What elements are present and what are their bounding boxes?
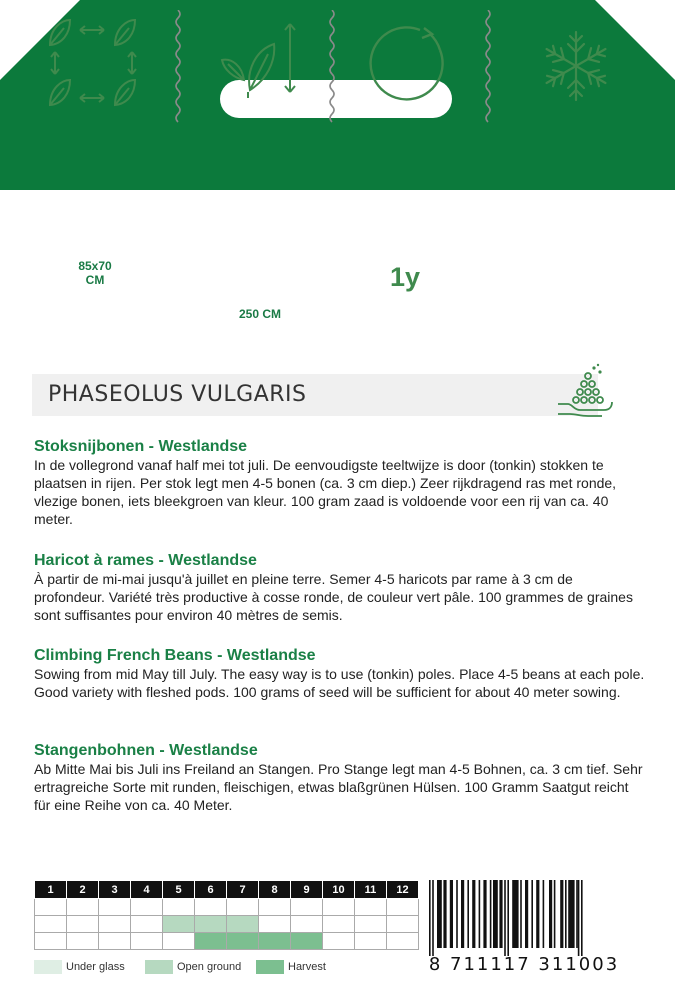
- calendar-cell: [259, 916, 291, 933]
- section-german: [34, 741, 646, 814]
- section-french: [34, 551, 646, 624]
- latin-name: PHASEOLUS VULGARIS: [48, 382, 307, 407]
- section-text: Sowing from mid May till July. The easy way is to use (tonkin) poles. Place 4-5 beans at each pole. Good variety with fleshed pods. 100 grams of seed will be sufficient for about 40 meter sowing.: [34, 666, 645, 700]
- section-title: Climbing French Beans - Westlandse: [34, 647, 316, 664]
- calendar-cell: [387, 933, 419, 950]
- calendar-cell: [387, 916, 419, 933]
- lifecycle-label: 1y: [389, 262, 421, 292]
- calendar-grid: [34, 880, 419, 950]
- barcode-bar: [531, 880, 533, 948]
- barcode-bar: [432, 880, 434, 956]
- calendar-cell: [99, 916, 131, 933]
- barcode-bar: [581, 880, 583, 956]
- barcode-bar: [565, 880, 567, 948]
- calendar-cell: [195, 899, 227, 916]
- calendar-cell: [291, 899, 323, 916]
- divider-wave: [328, 10, 336, 125]
- barcode-bar: [507, 880, 509, 956]
- calendar-cell: [99, 933, 131, 950]
- barcode-bar: [525, 880, 528, 948]
- barcode-bar: [456, 880, 458, 948]
- section-text: À partir de mi-mai jusqu'à juillet en pleine terre. Semer 4-5 haricots par rame à 3 cm de profondeur. Variété très productive à cosse ronde, de couleur vert pâle. 100 grammes de graines sont suffisantes pour environ 40 mètres de semis.: [34, 571, 633, 623]
- calendar-month-3: 3: [99, 881, 131, 899]
- barcode-number: 8 711117 311003: [428, 954, 620, 975]
- calendar-cell: [355, 899, 387, 916]
- calendar-cell: [131, 916, 163, 933]
- calendar-cell: [131, 899, 163, 916]
- barcode-bar: [437, 880, 442, 948]
- calendar-row-harvest: [35, 933, 419, 950]
- calendar-cell: [291, 916, 323, 933]
- calendar-cell: [67, 933, 99, 950]
- legend-label: Open ground: [177, 961, 242, 973]
- barcode-bar: [554, 880, 556, 948]
- calendar-cell: [99, 899, 131, 916]
- legend-swatch: [34, 960, 62, 974]
- spacing-label: 85x70 CM: [78, 259, 112, 287]
- calendar-cell: [227, 933, 259, 950]
- calendar-months: [35, 881, 419, 899]
- barcode-bar: [578, 880, 580, 956]
- calendar-row-open-ground: [35, 916, 419, 933]
- calendar-cell: [355, 933, 387, 950]
- legend-label: Harvest: [288, 961, 326, 973]
- section-english: [34, 646, 646, 701]
- calendar-cell: [35, 933, 67, 950]
- calendar-cell: [323, 916, 355, 933]
- calendar-month-1: 1: [35, 881, 67, 899]
- calendar-month-5: 5: [163, 881, 195, 899]
- calendar-cell: [323, 933, 355, 950]
- calendar-month-2: 2: [67, 881, 99, 899]
- calendar-cell: [227, 916, 259, 933]
- height-label: 250 CM: [238, 307, 282, 321]
- section-title: Stangenbohnen - Westlandse: [34, 742, 258, 759]
- calendar-cell: [163, 899, 195, 916]
- calendar-cell: [195, 916, 227, 933]
- sowing-calendar: [34, 880, 419, 950]
- barcode-bar: [499, 880, 502, 948]
- calendar-cell: [355, 916, 387, 933]
- barcode-bar: [450, 880, 453, 948]
- section-dutch: [34, 437, 646, 528]
- barcode-bar: [479, 880, 481, 948]
- barcode-bar: [512, 880, 518, 948]
- section-text: In de vollegrond vanaf half mei tot juli. De eenvoudigste teeltwijze is door (tonkin) stokken te plaatsen in rijen. Per stok legt men 4-5 bonen (ca. 3 cm diep.) Zeer rijkdragend ras met ronde, vlezige bonen, iets bleekgroen van kleur. 100 gram zaad is voldoende voor een rij van ca. 40 meter.: [34, 457, 617, 527]
- barcode-bar: [520, 880, 522, 948]
- calendar-cell: [35, 916, 67, 933]
- barcode-bar: [560, 880, 563, 948]
- calendar-cell: [259, 899, 291, 916]
- calendar-cell: [259, 933, 291, 950]
- barcode-bar: [493, 880, 498, 948]
- legend-swatch: [145, 960, 173, 974]
- calendar-month-9: 9: [291, 881, 323, 899]
- calendar-cell: [35, 899, 67, 916]
- barcode-bar: [443, 880, 446, 948]
- calendar-month-6: 6: [195, 881, 227, 899]
- calendar-cell: [195, 933, 227, 950]
- barcode: [423, 880, 626, 956]
- barcode-bar: [490, 880, 492, 948]
- calendar-cell: [291, 933, 323, 950]
- annual-cycle-icon: [358, 0, 454, 130]
- barcode-bar: [536, 880, 539, 948]
- calendar-cell: [323, 899, 355, 916]
- calendar-cell: [131, 933, 163, 950]
- legend-swatch: [256, 960, 284, 974]
- section-title: Haricot à rames - Westlandse: [34, 552, 257, 569]
- barcode-bar: [568, 880, 574, 948]
- barcode-bar: [483, 880, 486, 948]
- legend-label: Under glass: [66, 961, 125, 973]
- calendar-cell: [67, 899, 99, 916]
- seed-hand-icon: [554, 362, 616, 418]
- snowflake-icon: [532, 0, 622, 130]
- calendar-month-11: 11: [355, 881, 387, 899]
- calendar-cell: [227, 899, 259, 916]
- calendar-cell: [163, 933, 195, 950]
- calendar-month-4: 4: [131, 881, 163, 899]
- calendar-month-7: 7: [227, 881, 259, 899]
- barcode-bar: [504, 880, 506, 956]
- barcode-bar: [467, 880, 469, 948]
- calendar-cell: [67, 916, 99, 933]
- calendar-cell: [163, 916, 195, 933]
- barcode-bar: [549, 880, 552, 948]
- calendar-cell: [387, 899, 419, 916]
- section-text: Ab Mitte Mai bis Juli ins Freiland an Stangen. Pro Stange legt man 4-5 Bohnen, ca. 3 cm tief. Sehr ertragreiche Sorte mit runden, fleischigen, etwas blaßgrünen Hülsen. 100 Gramm Saatgut reicht für eine Reihe von ca. 40 Meter.: [34, 761, 643, 813]
- calendar-month-8: 8: [259, 881, 291, 899]
- divider-wave: [484, 10, 492, 125]
- barcode-bar: [543, 880, 545, 948]
- calendar-row-under-glass: [35, 899, 419, 916]
- barcode-bar: [576, 880, 578, 948]
- plant-height-icon: [212, 0, 312, 130]
- calendar-month-12: 12: [387, 881, 419, 899]
- divider-wave: [174, 10, 182, 125]
- barcode-bar: [429, 880, 431, 956]
- section-title: Stoksnijbonen - Westlandse: [34, 438, 248, 455]
- barcode-bar: [472, 880, 475, 948]
- leaf-spacing-icon: [40, 0, 150, 130]
- calendar-month-10: 10: [323, 881, 355, 899]
- barcode-bar: [461, 880, 464, 948]
